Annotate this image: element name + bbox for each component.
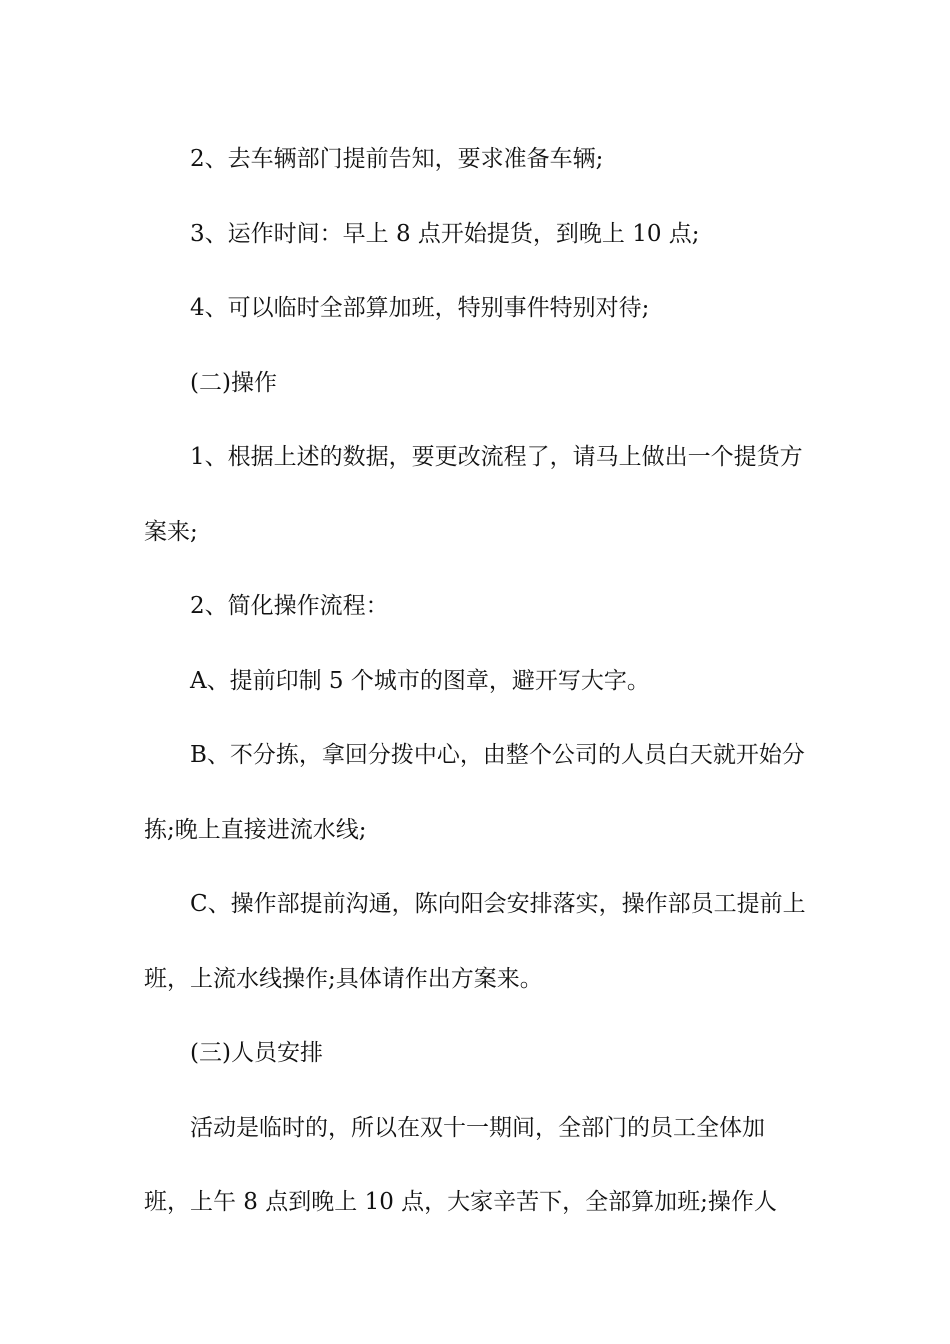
document-body [144, 122, 808, 1240]
paragraph-simplify-process: 2、简化操作流程： [190, 593, 389, 619]
section-heading-staffing: (三)人员安排 [190, 1040, 323, 1066]
paragraph-vehicle-notice: 2、去车辆部门提前告知，要求准备车辆; [190, 146, 604, 172]
paragraph-overtime: 4、可以临时全部算加班，特别事件特别对待; [190, 295, 650, 321]
paragraph-item-c: C、操作部提前沟通，陈向阳会安排落实，操作部员工提前上班，上流水线操作;具体请作出方案来。 [144, 891, 806, 992]
paragraph-staffing-details: 活动是临时的，所以在双十一期间，全部门的员工全体加班，上午 8 点到晚上 10 点，大家辛苦下，全部算加班;操作人 [144, 1114, 777, 1215]
paragraph-operating-hours: 3、运作时间：早上 8 点开始提货，到晚上 10 点; [190, 220, 700, 247]
paragraph-item-a: A、提前印制 5 个城市的图章，避开写大字。 [190, 667, 650, 694]
paragraph-item-b: B、不分拣，拿回分拨中心，由整个公司的人员白天就开始分拣;晚上直接进流水线; [144, 742, 805, 843]
paragraph-pickup-plan: 1、根据上述的数据，要更改流程了，请马上做出一个提货方案来; [144, 444, 803, 545]
section-heading-operation: (二)操作 [190, 369, 277, 396]
